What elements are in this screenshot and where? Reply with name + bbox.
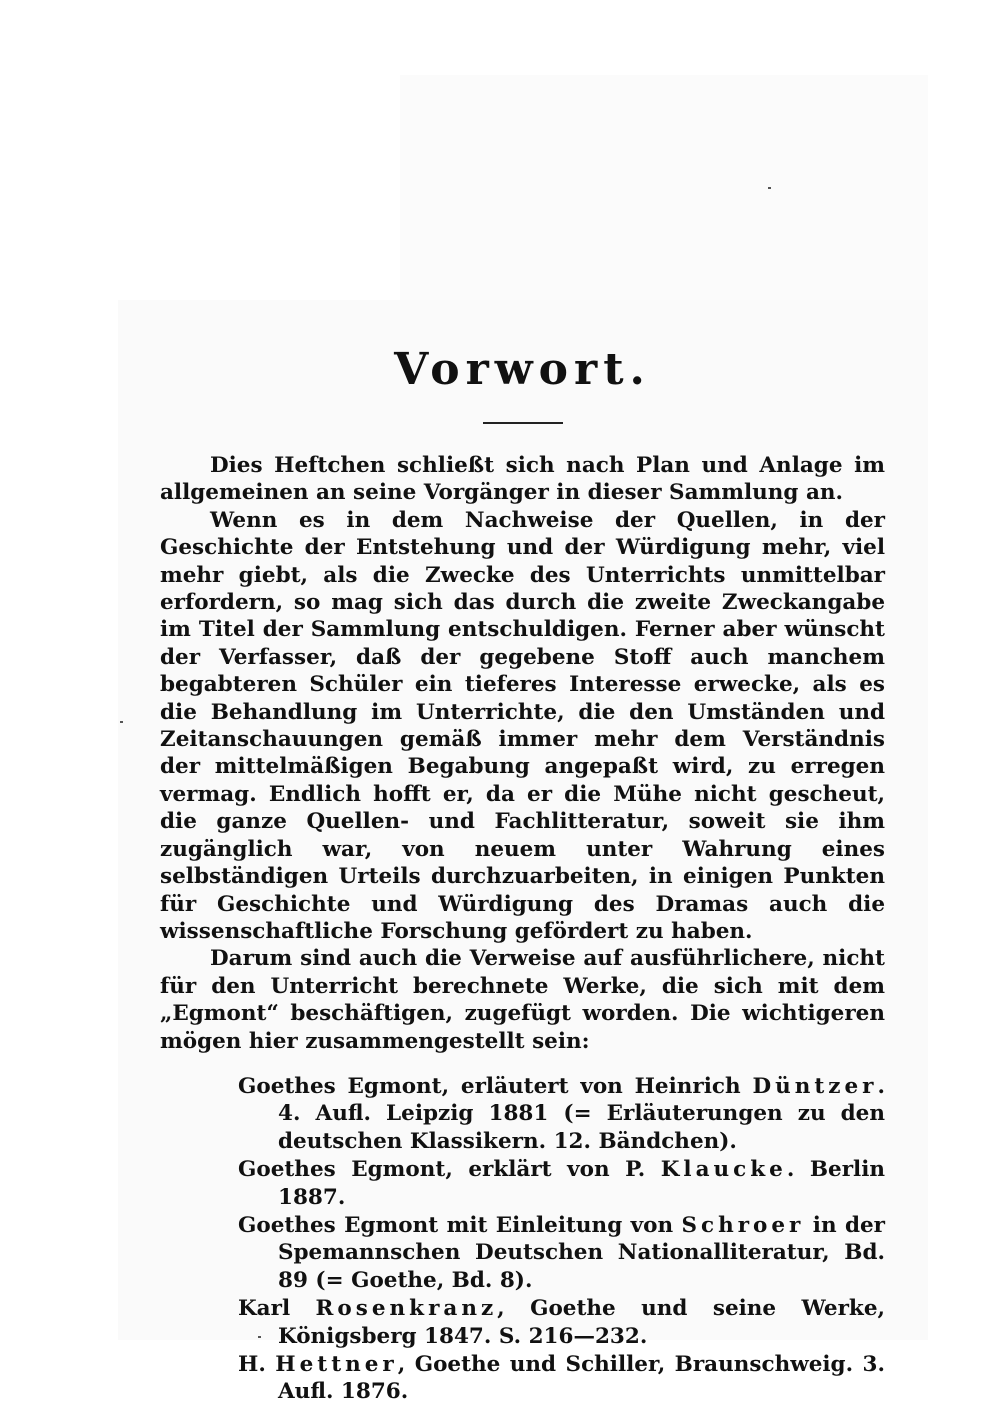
- reference-item: [238, 1073, 885, 1155]
- page-content: [160, 340, 885, 1407]
- reference-text: , Goethe und Schiller, Braunschweig. 3. Aufl. 1876.: [278, 1352, 885, 1405]
- reference-text: in der Spemannschen Deutschen Nationalliteratur, Bd. 89 (= Goethe, Bd. 8).: [278, 1212, 885, 1293]
- reference-text: Goethes Egmont, erklärt von P.: [238, 1157, 661, 1183]
- reference-author: Rosenkranz: [315, 1296, 498, 1322]
- reference-text: Goethes Egmont mit Einleitung von: [238, 1212, 682, 1238]
- reference-item: [238, 1212, 885, 1294]
- reference-text: H.: [238, 1352, 276, 1377]
- reference-item: [238, 1295, 885, 1350]
- reference-text: Karl: [238, 1296, 316, 1322]
- reference-item: [238, 1351, 885, 1406]
- paragraph-intro: Dies Heftchen schließt sich nach Plan und Anlage im allgemeinen an seine Vorgänger in dieser Sammlung an.: [160, 453, 885, 506]
- reference-author: Hettner: [275, 1352, 398, 1377]
- paragraph-purpose: Wenn es in dem Nachweise der Quellen, in der Geschichte der Entstehung und der Würdigung mehr, viel mehr giebt, als die Zwecke des Unterrichts unmittelbar erfordern, so mag sich das durch die zweite Zweckangabe im Titel der Sammlung entschuldigen. Ferner aber wünscht der Verfasser, daß der gegebene Stoff auch manchem begabteren Schüler ein tieferes Interesse erwecke, als es die Behandlung im Unterrichte, die den Umständen und Zeitanschauungen gemäß immer mehr dem Verständnis der mittelmäßigen Begabung angepaßt wird, zu erregen vermag. Endlich hofft er, da er die Mühe nicht gescheut, die ganze Quellen- und Fachlitteratur, soweit sie ihm zugänglich war, von neuem unter Wahrung eines selbständigen Urteils durchzuarbeiten, in einigen Punkten für Geschichte und Würdigung des Dramas auch die wissenschaftliche Forschung gefördert zu haben.: [160, 507, 885, 944]
- title-divider: [483, 422, 563, 424]
- reference-text: , Goethe und seine Werke, Königsberg 1847. S. 216—232.: [278, 1296, 885, 1349]
- reference-text: . 4. Aufl. Leipzig 1881 (= Erläuterungen zu den deutschen Klassikern. 12. Bändchen).: [278, 1073, 885, 1154]
- page-title: Vorwort.: [394, 344, 651, 395]
- reference-author: Schroer: [681, 1212, 805, 1238]
- reference-author: Düntzer: [752, 1073, 878, 1099]
- reference-list: [160, 1073, 885, 1406]
- reference-author: Klaucke: [660, 1157, 787, 1183]
- reference-text: . Berlin 1887.: [278, 1157, 886, 1210]
- reference-item: [238, 1156, 885, 1211]
- scan-speck: [768, 187, 771, 189]
- scan-background-top: [400, 75, 928, 305]
- reference-text: Goethes Egmont, erläutert von Heinrich: [238, 1073, 753, 1099]
- scan-speck: [120, 721, 123, 723]
- paragraph-references-intro: Darum sind auch die Verweise auf ausführlichere, nicht für den Unterricht berechnete Werke, die sich mit dem „Egmont“ beschäftigen, zugefügt worden. Die wichtigeren mögen hier zusammengestellt sein:: [160, 946, 885, 1054]
